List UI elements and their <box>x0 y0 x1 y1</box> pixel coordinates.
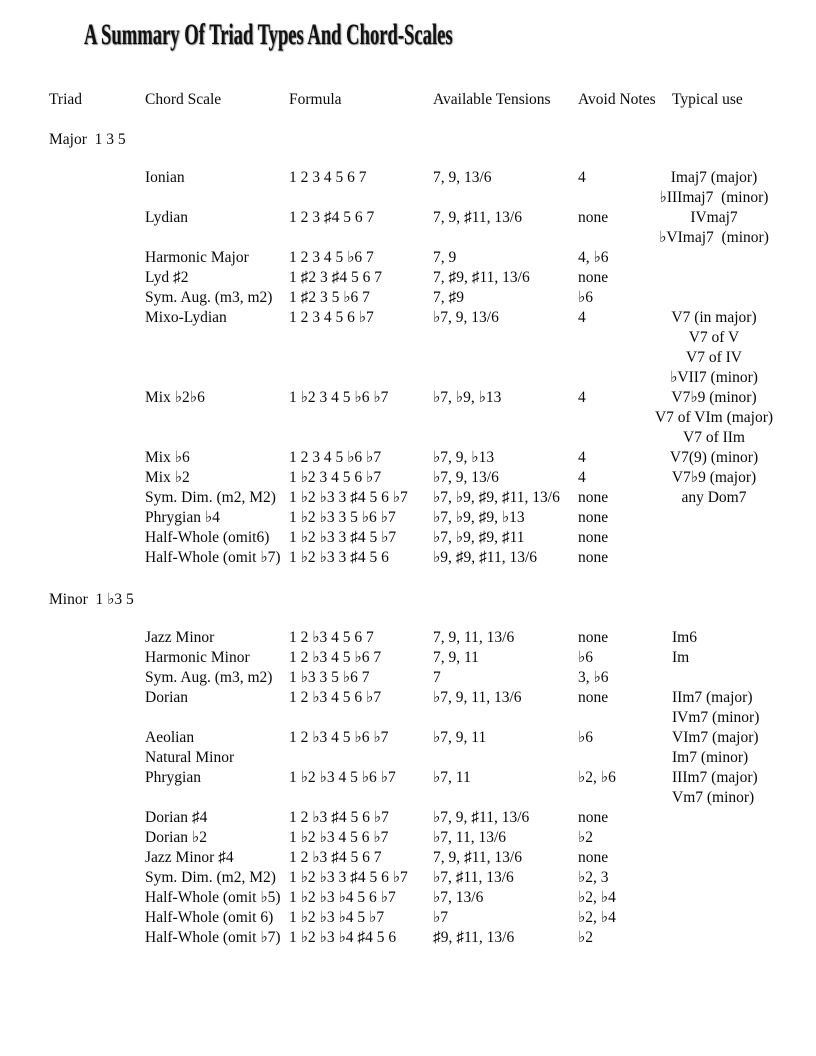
tensions-cell: ♭7, 9, ♭13 <box>433 449 495 466</box>
chord-scale-cell: Mixo-Lydian <box>145 309 227 326</box>
typical-use-cell: V7♭9 (minor) <box>671 389 757 406</box>
tensions-cell: ♭7, 9, 13/6 <box>433 469 499 486</box>
chord-scale-cell: Half-Whole (omit 6) <box>145 909 274 926</box>
avoid-notes-cell: none <box>578 269 609 286</box>
chord-scale-cell: Ionian <box>145 169 185 186</box>
formula-cell: 1 2 ♭3 4 5 6 7 <box>289 629 374 646</box>
typical-use-cell: VIm7 (major) <box>672 729 759 746</box>
typical-use-cell: V7 (in major) <box>671 309 757 326</box>
avoid-notes-cell: 3, ♭6 <box>578 669 609 686</box>
avoid-notes-cell: 4, ♭6 <box>578 249 609 266</box>
chord-scale-cell: Phrygian <box>145 769 201 786</box>
avoid-notes-cell: 4 <box>578 469 586 486</box>
column-header-chord-scale: Chord Scale <box>145 91 222 108</box>
avoid-notes-cell: none <box>578 529 609 546</box>
formula-cell: 1 ♭2 ♭3 ♭4 5 6 ♭7 <box>289 889 396 906</box>
avoid-notes-cell: none <box>578 689 609 706</box>
tensions-cell: ♭9, ♯9, ♯11, 13/6 <box>433 549 538 566</box>
chord-scale-cell: Aeolian <box>145 729 195 746</box>
chord-scale-cell: Mix ♭6 <box>145 449 190 466</box>
tensions-cell: 7, 9, ♯11, 13/6 <box>433 849 522 866</box>
tensions-cell: ♭7, 11 <box>433 769 471 786</box>
chord-scale-cell: Natural Minor <box>145 749 235 766</box>
chord-scale-cell: Half-Whole (omit ♭7) <box>145 549 281 566</box>
formula-cell: 1 ♭2 ♭3 ♭4 ♯4 5 6 <box>289 929 397 946</box>
chord-scale-cell: Lyd ♯2 <box>145 269 189 286</box>
tensions-cell: 7, 9, 11 <box>433 649 479 666</box>
tensions-cell: ♭7, 9, 11, 13/6 <box>433 689 522 706</box>
tensions-cell: 7 <box>433 669 441 686</box>
tensions-cell: ♭7, ♯11, 13/6 <box>433 869 514 886</box>
formula-cell: 1 2 3 4 5 6 7 <box>289 169 367 186</box>
avoid-notes-cell: none <box>578 489 609 506</box>
typical-use-cell: IVm7 (minor) <box>672 709 760 726</box>
formula-cell: 1 ♯2 3 ♯4 5 6 7 <box>289 269 382 286</box>
tensions-cell: 7, 9, 13/6 <box>433 169 492 186</box>
typical-use-cell: ♭VII7 (minor) <box>670 369 758 386</box>
typical-use-cell: V7♭9 (major) <box>671 469 757 486</box>
typical-use-cell: V7 of VIm (major) <box>654 409 774 426</box>
avoid-notes-cell: 4 <box>578 309 586 326</box>
avoid-notes-cell: ♭2, ♭6 <box>578 769 616 786</box>
formula-cell: 1 ♭2 3 4 5 ♭6 ♭7 <box>289 389 389 406</box>
typical-use-cell: IVmaj7 <box>690 209 738 226</box>
tensions-cell: 7, ♯9, ♯11, 13/6 <box>433 269 530 286</box>
chord-scale-cell: Sym. Dim. (m2, M2) <box>145 869 276 886</box>
chord-scale-cell: Mix ♭2 <box>145 469 190 486</box>
tensions-cell: ♭7, 9, 11 <box>433 729 487 746</box>
tensions-cell: ♭7, ♭9, ♯9, ♯11, 13/6 <box>433 489 560 506</box>
formula-cell: 1 ♭3 3 5 ♭6 7 <box>289 669 370 686</box>
formula-cell: 1 2 3 4 5 6 ♭7 <box>289 309 374 326</box>
tensions-cell: 7, 9 <box>433 249 457 266</box>
chord-scale-cell: Dorian <box>145 689 189 706</box>
formula-cell: 1 ♭2 ♭3 3 ♯4 5 6 <box>289 549 389 566</box>
tensions-cell: 7, 9, ♯11, 13/6 <box>433 209 522 226</box>
avoid-notes-cell: none <box>578 209 609 226</box>
column-header-typical-use: Typical use <box>672 91 743 108</box>
avoid-notes-cell: 4 <box>578 389 586 406</box>
doc-title: A Summary Of Triad Types And Chord-Scales <box>84 18 453 51</box>
typical-use-cell: IIIm7 (major) <box>672 769 758 786</box>
tensions-cell: 7, 9, 11, 13/6 <box>433 629 515 646</box>
formula-cell: 1 2 3 4 5 ♭6 7 <box>289 249 374 266</box>
avoid-notes-cell: 4 <box>578 449 586 466</box>
avoid-notes-cell: none <box>578 509 609 526</box>
tensions-cell: ♭7, ♭9, ♭13 <box>433 389 502 406</box>
typical-use-cell: Im7 (minor) <box>672 749 749 766</box>
column-header-avoid-notes: Avoid Notes <box>578 91 656 108</box>
formula-cell: 1 2 ♭3 4 5 ♭6 7 <box>289 649 382 666</box>
typical-use-cell: Vm7 (minor) <box>672 789 755 806</box>
chord-scale-cell: Sym. Aug. (m3, m2) <box>145 289 273 306</box>
tensions-cell: ♭7, 13/6 <box>433 889 484 906</box>
avoid-notes-cell: ♭2, ♭4 <box>578 889 616 906</box>
avoid-notes-cell: none <box>578 629 609 646</box>
typical-use-cell: V7(9) (minor) <box>669 449 759 466</box>
formula-cell: 1 ♭2 ♭3 3 5 ♭6 ♭7 <box>289 509 396 526</box>
chord-scale-cell: Harmonic Major <box>145 249 249 266</box>
avoid-notes-cell: none <box>578 549 609 566</box>
typical-use-cell: Im6 <box>672 629 697 646</box>
column-header-triad: Triad <box>49 91 83 108</box>
typical-use-cell: any Dom7 <box>681 489 747 506</box>
typical-use-cell: V7 of IV <box>686 349 742 366</box>
chord-scale-cell: Harmonic Minor <box>145 649 250 666</box>
tensions-cell: ♭7, ♭9, ♯9, ♯11 <box>433 529 525 546</box>
chord-scale-cell: Phrygian ♭4 <box>145 509 220 526</box>
typical-use-cell: IIm7 (major) <box>672 689 753 706</box>
formula-cell: 1 ♯2 3 5 ♭6 7 <box>289 289 370 306</box>
section-heading: Minor 1 ♭3 5 <box>49 591 134 608</box>
avoid-notes-cell: ♭6 <box>578 289 594 306</box>
chord-scale-cell: Half-Whole (omit ♭7) <box>145 929 281 946</box>
section-heading: Major 1 3 5 <box>49 131 126 148</box>
chord-scale-cell: Dorian ♯4 <box>145 809 208 826</box>
chord-scale-cell: Mix ♭2♭6 <box>145 389 205 406</box>
typical-use-cell: Im <box>672 649 690 666</box>
chord-scale-cell: Jazz Minor ♯4 <box>145 849 234 866</box>
formula-cell: 1 ♭2 ♭3 3 ♯4 5 6 ♭7 <box>289 869 408 886</box>
formula-cell: 1 ♭2 ♭3 4 5 ♭6 ♭7 <box>289 769 396 786</box>
avoid-notes-cell: ♭2, 3 <box>578 869 609 886</box>
formula-cell: 1 2 3 4 5 ♭6 ♭7 <box>289 449 382 466</box>
tensions-cell: ♯9, ♯11, 13/6 <box>433 929 515 946</box>
column-header-available-tensions: Available Tensions <box>433 91 551 108</box>
avoid-notes-cell: none <box>578 809 609 826</box>
typical-use-cell: V7 of V <box>688 329 740 346</box>
typical-use-cell: V7 of IIm <box>683 429 745 446</box>
tensions-cell: 7, ♯9 <box>433 289 464 306</box>
formula-cell: 1 ♭2 3 4 5 6 ♭7 <box>289 469 382 486</box>
tensions-cell: ♭7, 9, 13/6 <box>433 309 499 326</box>
avoid-notes-cell: ♭6 <box>578 729 594 746</box>
avoid-notes-cell: none <box>578 849 609 866</box>
formula-cell: 1 ♭2 ♭3 3 ♯4 5 6 ♭7 <box>289 489 408 506</box>
chord-scale-cell: Lydian <box>145 209 189 226</box>
formula-cell: 1 2 3 ♯4 5 6 7 <box>289 209 375 226</box>
typical-use-cell: ♭IIImaj7 (minor) <box>659 189 769 206</box>
chord-scale-cell: Dorian ♭2 <box>145 829 207 846</box>
tensions-cell: ♭7 <box>433 909 449 926</box>
avoid-notes-cell: ♭2 <box>578 929 594 946</box>
formula-cell: 1 2 ♭3 4 5 ♭6 ♭7 <box>289 729 389 746</box>
avoid-notes-cell: ♭6 <box>578 649 594 666</box>
formula-cell: 1 ♭2 ♭3 4 5 6 ♭7 <box>289 829 389 846</box>
formula-cell: 1 ♭2 ♭3 ♭4 5 ♭7 <box>289 909 385 926</box>
tensions-cell: ♭7, 11, 13/6 <box>433 829 507 846</box>
avoid-notes-cell: ♭2, ♭4 <box>578 909 616 926</box>
tensions-cell: ♭7, 9, ♯11, 13/6 <box>433 809 530 826</box>
chord-scale-cell: Sym. Aug. (m3, m2) <box>145 669 273 686</box>
typical-use-cell: ♭VImaj7 (minor) <box>659 229 769 246</box>
column-header-formula: Formula <box>289 91 342 108</box>
chord-scale-cell: Sym. Dim. (m2, M2) <box>145 489 276 506</box>
chord-scale-cell: Half-Whole (omit ♭5) <box>145 889 281 906</box>
formula-cell: 1 2 ♭3 ♯4 5 6 ♭7 <box>289 809 389 826</box>
chord-scale-cell: Jazz Minor <box>145 629 215 646</box>
formula-cell: 1 2 ♭3 ♯4 5 6 7 <box>289 849 382 866</box>
avoid-notes-cell: 4 <box>578 169 586 186</box>
typical-use-cell: Imaj7 (major) <box>670 169 758 186</box>
tensions-cell: ♭7, ♭9, ♯9, ♭13 <box>433 509 525 526</box>
chord-scale-cell: Half-Whole (omit6) <box>145 529 270 546</box>
avoid-notes-cell: ♭2 <box>578 829 594 846</box>
formula-cell: 1 2 ♭3 4 5 6 ♭7 <box>289 689 382 706</box>
formula-cell: 1 ♭2 ♭3 3 ♯4 5 ♭7 <box>289 529 397 546</box>
